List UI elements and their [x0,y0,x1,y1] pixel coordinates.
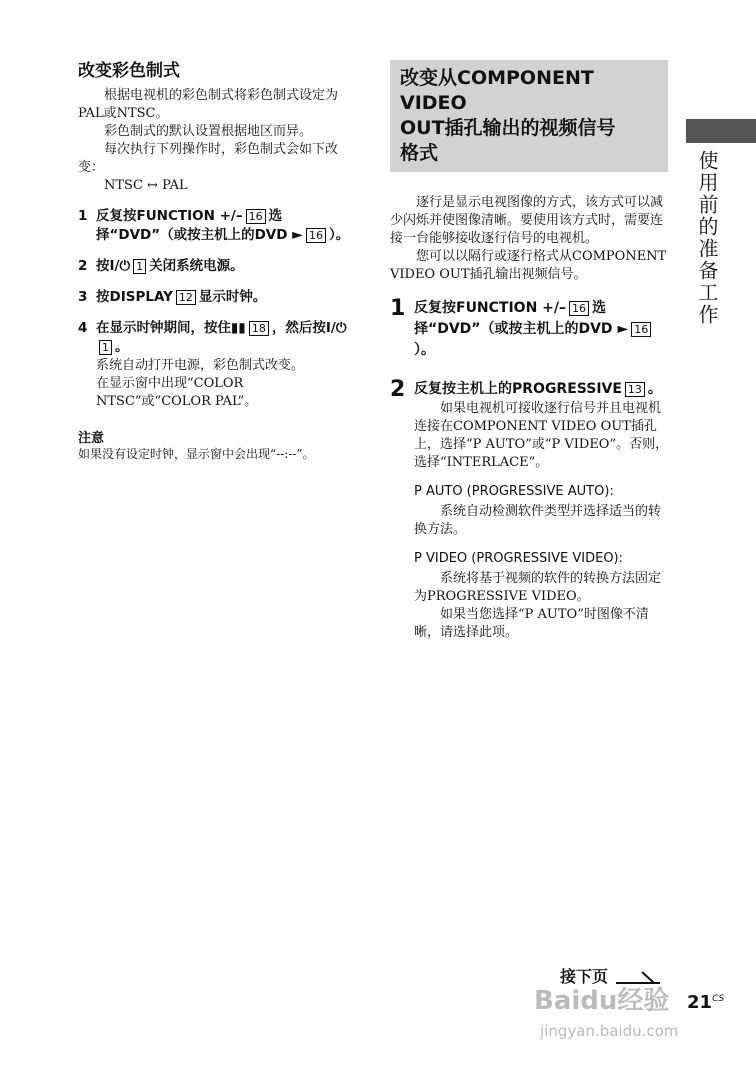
note-body: 如果没有设定时钟，显示窗中会出现“--:--”。 [78,447,315,461]
step-text: 反复按FUNCTION +/– [414,300,567,316]
title-line: OUT插孔输出的视频信号 [400,117,616,139]
ref-box: 16 [569,301,589,316]
step-number: 1 [390,296,406,321]
step-detail: 如果电视机可接收逐行信号并且电视机连接在COMPONENT VIDEO OUT插孔上，选择“P AUTO”或“P VIDEO”。否则，选择“INTERLACE”。 [414,401,669,470]
ref-box: 18 [249,321,269,336]
step-detail: 系统自动打开电源，彩色制式改变。 [96,358,305,373]
step-text: 按DISPLAY [96,289,173,305]
step-number: 4 [78,320,88,336]
step-text: 按I/⏻ [96,258,131,274]
play-arrow-icon: ► [292,227,303,243]
left-column [78,56,358,462]
mode-p-auto: P AUTO (PROGRESSIVE AUTO): [414,484,614,499]
step-2 [78,257,358,276]
step-text: ）。 [414,342,435,358]
mode-p-video: P VIDEO (PROGRESSIVE VIDEO): [414,551,623,566]
title-line: 改变从COMPONENT VIDEO [400,67,594,114]
section-title-box [390,60,668,172]
ref-box: 12 [176,290,196,305]
watermark-url: jingyan.baidu.com [540,1022,679,1040]
step-1 [78,207,358,245]
step-text: ）。 [328,227,350,243]
step-text: 选择“DVD”（或按主机上的DVD [414,300,613,337]
mode-desc: 系统自动检测软件类型并选择适当的转换方法。 [414,504,662,537]
step-2 [390,379,670,400]
pal-label: PAL [162,178,188,193]
step-text: 关闭系统电源。 [149,258,244,274]
paragraph: 您可以以隔行或逐行格式从COMPONENT VIDEO OUT插孔输出视频信号。 [390,249,667,282]
section-heading: 改变彩色制式 [78,61,180,81]
step-number: 2 [390,377,406,402]
chapter-tab-marker [686,119,756,143]
step-number: 3 [78,289,88,305]
ref-box: 16 [306,228,326,243]
swap-arrow-icon: ↔ [147,178,158,193]
ref-box: 1 [99,340,112,355]
step-number: 1 [78,208,88,224]
chapter-tab-label: 使用前的准备工作 [695,150,719,326]
title-line: 格式 [400,142,439,164]
paragraph: 逐行是显示电视图像的方式，该方式可以减少闪烁并使图像清晰。要使用该方式时，需要连接一台能够接收逐行信号的电视机。 [390,195,664,246]
step-text: 在显示时钟期间，按住▮▮ [96,320,246,336]
right-column [390,60,670,642]
step-3 [78,288,358,307]
ref-box: 16 [631,322,651,337]
step-4 [78,319,358,357]
page-num-text: 21 [687,992,713,1013]
ref-box: 1 [133,259,146,274]
page-number [687,992,724,1013]
mode-desc: 系统将基于视频的软件的转换方法固定为PROGRESSIVE VIDEO。 [414,571,662,604]
step-1 [390,298,670,361]
play-arrow-icon: ► [617,321,629,337]
note-heading: 注意 [78,431,105,446]
step-text: 反复按FUNCTION +/– [96,208,243,224]
next-page-text: 接下页 [560,967,609,986]
step-text: 显示时钟。 [198,289,267,305]
ref-box: 16 [246,209,266,224]
lang-code: CS [712,994,725,1004]
paragraph: 根据电视机的彩色制式将彩色制式设定为PAL或NTSC。 [78,88,339,121]
paragraph: 每次执行下列操作时，彩色制式会如下改变： [78,142,339,175]
ntsc-pal-line [78,177,358,195]
watermark-logo: Baidu经验 [534,986,670,1016]
step-number: 2 [78,258,88,274]
step-text: ，然后按I/⏻ [271,320,347,336]
step-text: 。 [115,339,129,355]
paragraph: 彩色制式的默认设置根据地区而异。 [104,124,313,139]
ntsc-label: NTSC [104,178,143,193]
step-detail: 在显示窗中出现“COLOR NTSC”或“COLOR PAL”。 [96,376,258,409]
step-text: 选择“DVD”（或按主机上的DVD [96,208,288,243]
step-text: 反复按主机上的PROGRESSIVE [414,381,622,397]
step-text: 。 [647,381,662,397]
ref-box: 13 [625,382,645,397]
mode-desc: 如果当您选择“P AUTO”时图像不清晰，请选择此项。 [414,607,649,640]
